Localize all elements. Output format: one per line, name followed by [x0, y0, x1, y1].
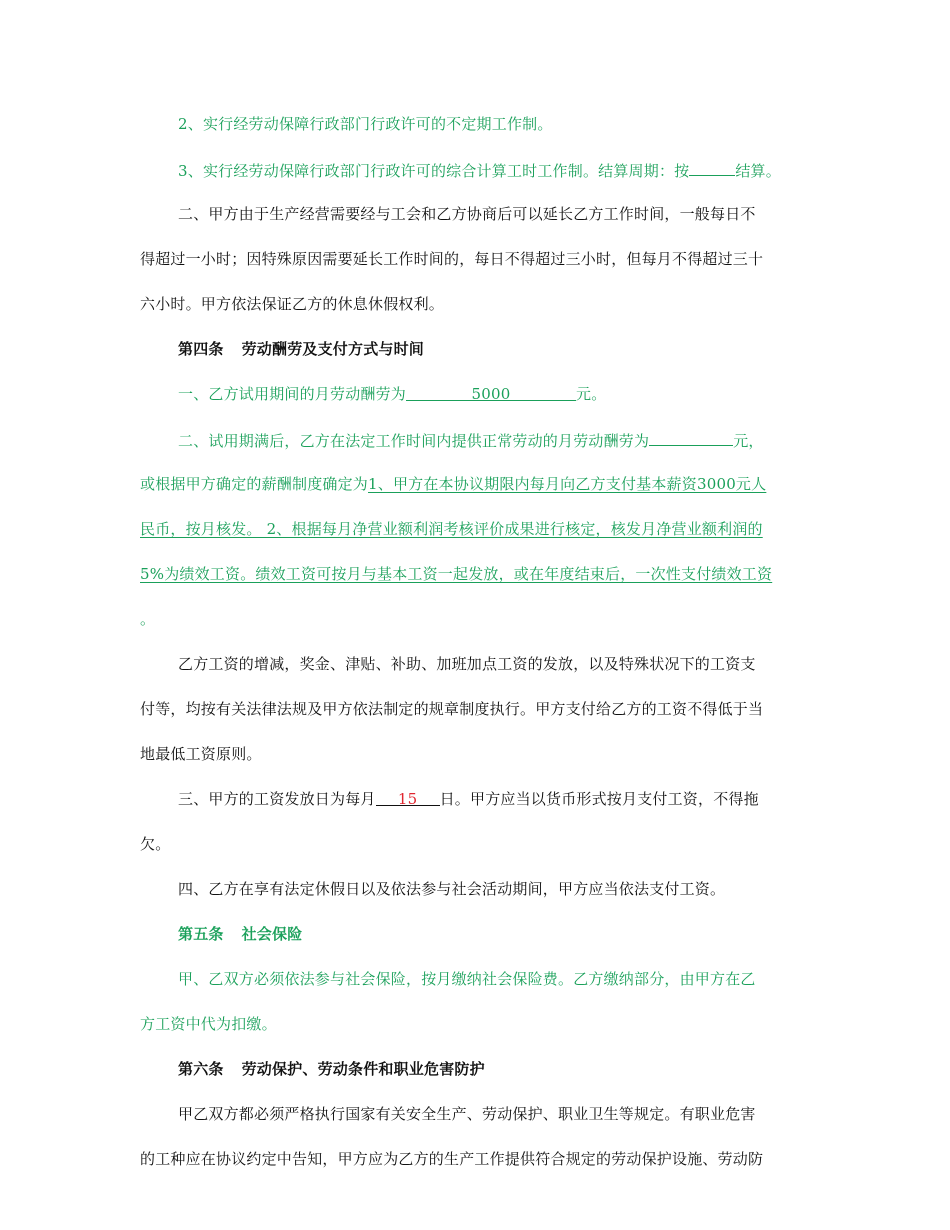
paragraph-overtime-line: 得超过一小时；因特殊原因需要延长工作时间的，每日不得超过三小时，但每月不得超过三十: [140, 250, 764, 268]
article-4-heading: [178, 339, 424, 359]
paragraph-wage-adjustment: 付等，均按有关法律法规及甲方依法制定的规章制度执行。甲方支付给乙方的工资不得低于当: [140, 700, 764, 718]
paragraph-text: 或根据甲方确定的薪酬制度确定为: [140, 475, 369, 493]
paragraph-payday: 欠。: [140, 835, 171, 853]
paragraph-text: 日。甲方应当以货币形式按月支付工资，不得拖: [439, 790, 759, 808]
paragraph-holiday-pay: 四、乙方在享有法定休假日以及依法参与社会活动期间，甲方应当依法支付工资。: [178, 880, 726, 898]
paragraph-text: 元。: [576, 385, 607, 403]
probation-pay-value: 5000: [406, 384, 576, 401]
paragraph-text: 二、试用期满后，乙方在法定工作时间内提供正常劳动的月劳动酬劳为: [178, 432, 650, 450]
paragraph-wage-adjustment: 乙方工资的增减，奖金、津贴、补助、加班加点工资的发放，以及特殊状况下的工资支: [178, 655, 756, 673]
salary-system-detail: 5%为绩效工资。绩效工资可按月与基本工资一起发放，或在年度结束后，一次性支付绩效工资: [140, 565, 773, 583]
salary-system-detail: 民币，按月核发。 2、根据每月净营业额利润考核评价成果进行核定，核发月净营业额利润的: [140, 520, 763, 538]
settlement-period-blank: [689, 159, 735, 176]
paragraph-overtime-line: 六小时。甲方依法保证乙方的休息休假权利。: [140, 295, 445, 313]
paragraph-payday: [178, 789, 759, 809]
paragraph-social-insurance: 方工资中代为扣缴。: [140, 1015, 277, 1033]
paragraph-text: 三、甲方的工资发放日为每月: [178, 790, 376, 808]
article-6-heading: [178, 1059, 485, 1079]
article-title: 劳动酬劳及支付方式与时间: [241, 340, 425, 358]
article-number: 第六条: [178, 1060, 224, 1078]
article-title: 劳动保护、劳动条件和职业危害防护: [241, 1060, 485, 1078]
paragraph-text: 结算。: [735, 162, 781, 180]
paragraph-wage-adjustment: 地最低工资原则。: [140, 745, 262, 763]
paragraph-text: 一、乙方试用期间的月劳动酬劳为: [178, 385, 407, 403]
paragraph-text: 元，: [733, 432, 764, 450]
paragraph-text: 3、实行经劳动保障行政部门行政许可的综合计算工时工作制。结算周期：按: [178, 162, 690, 180]
article-number: 第四条: [178, 340, 224, 358]
article-5-heading: [178, 924, 302, 944]
article-title: 社会保险: [241, 925, 303, 943]
paragraph-regular-pay: [178, 429, 764, 451]
paragraph-labor-protection: 的工种应在协议约定中告知，甲方应为乙方的生产工作提供符合规定的劳动保护设施、劳动防: [140, 1150, 764, 1168]
paragraph-probation-pay: [178, 384, 606, 404]
paragraph-work-system-3: [178, 159, 781, 181]
regular-pay-blank: [649, 429, 733, 446]
paragraph-labor-protection: 甲乙双方都必须严格执行国家有关安全生产、劳动保护、职业卫生等规定。有职业危害: [178, 1105, 756, 1123]
paragraph-work-system-2: 2、实行经劳动保障行政部门行政许可的不定期工作制。: [178, 115, 553, 133]
payday-value: 15: [376, 789, 440, 806]
salary-system-detail: 。: [140, 610, 156, 628]
paragraph-social-insurance: 甲、乙双方必须依法参与社会保险，按月缴纳社会保险费。乙方缴纳部分，由甲方在乙: [178, 970, 756, 988]
paragraph-salary-system: [140, 474, 766, 494]
article-number: 第五条: [178, 925, 224, 943]
salary-system-detail: 1、甲方在本协议期限内每月向乙方支付基本薪资3000元人: [368, 475, 767, 493]
paragraph-overtime-line: 二、甲方由于生产经营需要经与工会和乙方协商后可以延长乙方工作时间，一般每日不: [178, 205, 756, 223]
